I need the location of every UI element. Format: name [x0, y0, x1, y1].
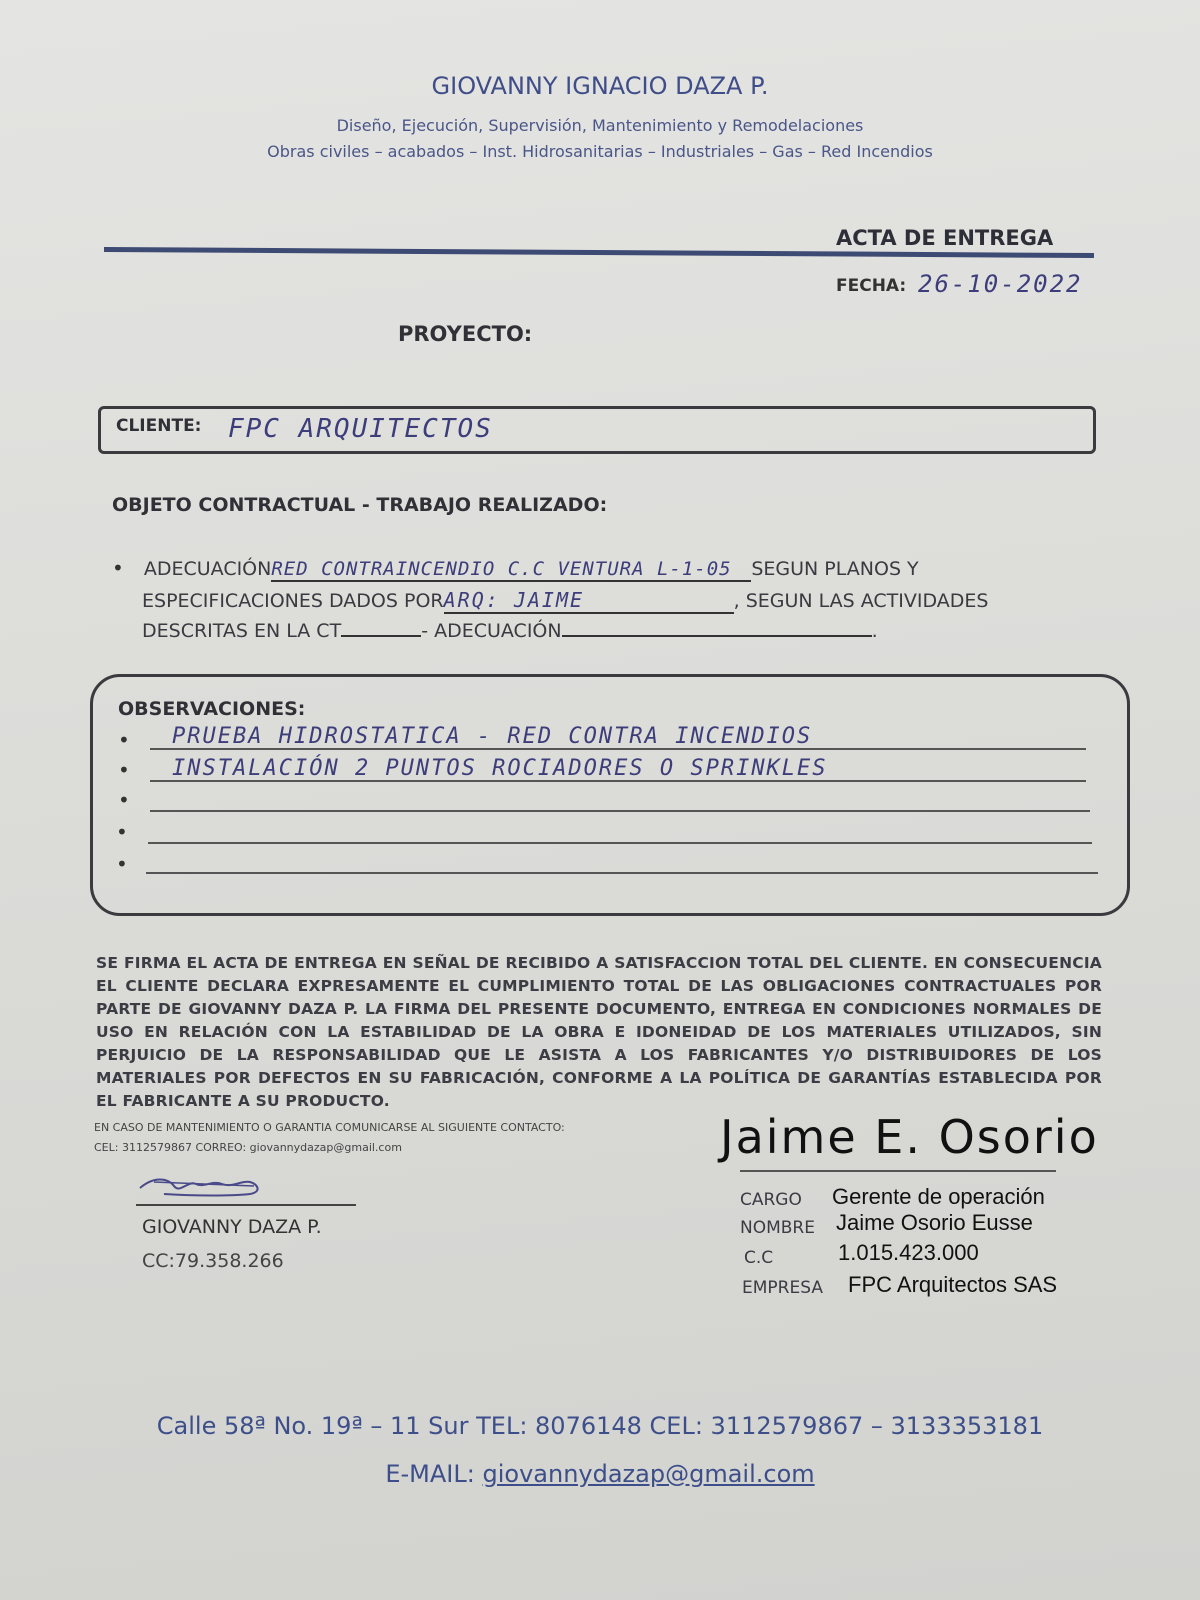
receiver-signature: Jaime E. Osorio	[720, 1110, 1099, 1164]
contractor-signature-icon	[134, 1166, 274, 1206]
obs-item-2: INSTALACIÓN 2 PUNTOS ROCIADORES O SPRINKLES	[172, 756, 828, 781]
objeto-heading: OBJETO CONTRACTUAL - TRABAJO REALIZADO:	[112, 494, 608, 516]
objeto-blank-ct	[341, 635, 421, 637]
obs-bullet: •	[116, 852, 128, 876]
obs-bullet: •	[118, 758, 130, 782]
nombre-label: NOMBRE	[740, 1218, 815, 1238]
maintenance-contact	[94, 1118, 694, 1158]
receiver-signature-line	[740, 1170, 1056, 1172]
client-label: CLIENTE:	[116, 416, 202, 436]
document-title: ACTA DE ENTREGA	[836, 226, 1054, 250]
contractor-name: GIOVANNY DAZA P.	[142, 1216, 322, 1238]
company-name: GIOVANNY IGNACIO DAZA P.	[431, 72, 769, 100]
objeto-suffix-3: .	[871, 620, 878, 642]
obs-bullet: •	[118, 788, 130, 812]
objeto-line-3	[142, 620, 878, 642]
cc-label: C.C	[744, 1248, 774, 1268]
client-value: FPC ARQUITECTOS	[228, 414, 493, 444]
objeto-middle-3: - ADECUACIÓN	[421, 620, 562, 642]
objeto-prefix-2: ESPECIFICACIONES DADOS POR	[142, 590, 444, 612]
objeto-suffix-2: , SEGUN LAS ACTIVIDADES	[733, 590, 989, 612]
maintenance-line-2: CEL: 3112579867 CORREO: giovannydazap@gmail.com	[94, 1141, 402, 1154]
empresa-label: EMPRESA	[742, 1278, 823, 1298]
footer-email-row	[0, 1460, 1200, 1488]
cargo-value: Gerente de operación	[832, 1184, 1045, 1209]
company-specialties: Obras civiles – acabados – Inst. Hidrosanitarias – Industriales – Gas – Red Incendios	[267, 142, 933, 161]
obs-line	[146, 872, 1098, 874]
date-label: FECHA:	[836, 276, 907, 296]
legal-paragraph: SE FIRMA EL ACTA DE ENTREGA EN SEÑAL DE RECIBIDO A SATISFACCION TOTAL DEL CLIENTE. EN CONSECUENCIA EL CLIENTE DECLARA EXPRESAMENTE EL CUMPLIMIENTO TOTAL DE LAS OBLIGACIONES CONTRACTUALES POR PARTE DE GIOVANNY DAZA P. LA FIRMA DEL PRESENTE DOCUMENTO, ENTREGA EN CONDICIONES NORMALES DE USO EN RELACIÓN CON LA ESTABILIDAD DE LA OBRA E IDONEIDAD DE LOS MATERIALES UTILIZADOS, SIN PERJUICIO DE LA RESPONSABILIDAD QUE LE ASISTA A LOS FABRICANTES Y/O DISTRIBUIDORES DE LOS MATERIALES POR DEFECTOS EN SU FABRICACIÓN, CONFORME A LA POLÍTICA DE GARANTÍAS ESTABLECIDA POR EL FABRICANTE A SU PRODUCTO.	[96, 954, 1102, 1110]
obs-line	[150, 810, 1090, 812]
company-services: Diseño, Ejecución, Supervisión, Mantenimiento y Remodelaciones	[336, 116, 864, 135]
project-label: PROYECTO:	[398, 322, 533, 346]
objeto-line-1	[112, 556, 919, 582]
cc-value: 1.015.423.000	[838, 1240, 979, 1265]
objeto-handwritten-1: RED CONTRAINCENDIO C.C VENTURA L-1-05	[271, 558, 751, 582]
nombre-value: Jaime Osorio Eusse	[836, 1210, 1033, 1235]
contractor-id: CC:79.358.266	[142, 1250, 284, 1272]
empresa-value: FPC Arquitectos SAS	[848, 1272, 1058, 1297]
contractor-signature-line	[136, 1204, 356, 1206]
observaciones-label: OBSERVACIONES:	[118, 698, 306, 720]
date-value: 26-10-2022	[918, 270, 1083, 298]
obs-line	[148, 842, 1092, 844]
footer-email-link[interactable]: giovannydazap@gmail.com	[482, 1460, 815, 1488]
footer-address: Calle 58ª No. 19ª – 11 Sur TEL: 8076148 CEL: 3112579867 – 3133353181	[156, 1412, 1044, 1440]
objeto-prefix-3: DESCRITAS EN LA CT	[142, 620, 342, 642]
objeto-prefix-1: ADECUACIÓN	[143, 558, 272, 580]
footer-email-label: E-MAIL:	[385, 1460, 475, 1488]
objeto-suffix-1: SEGUN PLANOS Y	[751, 558, 919, 580]
objeto-line-2	[142, 588, 989, 614]
obs-item-1: PRUEBA HIDROSTATICA - RED CONTRA INCENDIOS	[172, 724, 813, 749]
objeto-bullet: •	[112, 556, 124, 580]
maintenance-line-1: EN CASO DE MANTENIMIENTO O GARANTIA COMUNICARSE AL SIGUIENTE CONTACTO:	[94, 1121, 565, 1134]
obs-bullet: •	[116, 820, 128, 844]
objeto-blank-adecuacion	[562, 635, 872, 637]
objeto-handwritten-2: ARQ: JAIME	[444, 588, 734, 614]
obs-bullet: •	[118, 728, 130, 752]
cargo-label: CARGO	[740, 1190, 802, 1210]
